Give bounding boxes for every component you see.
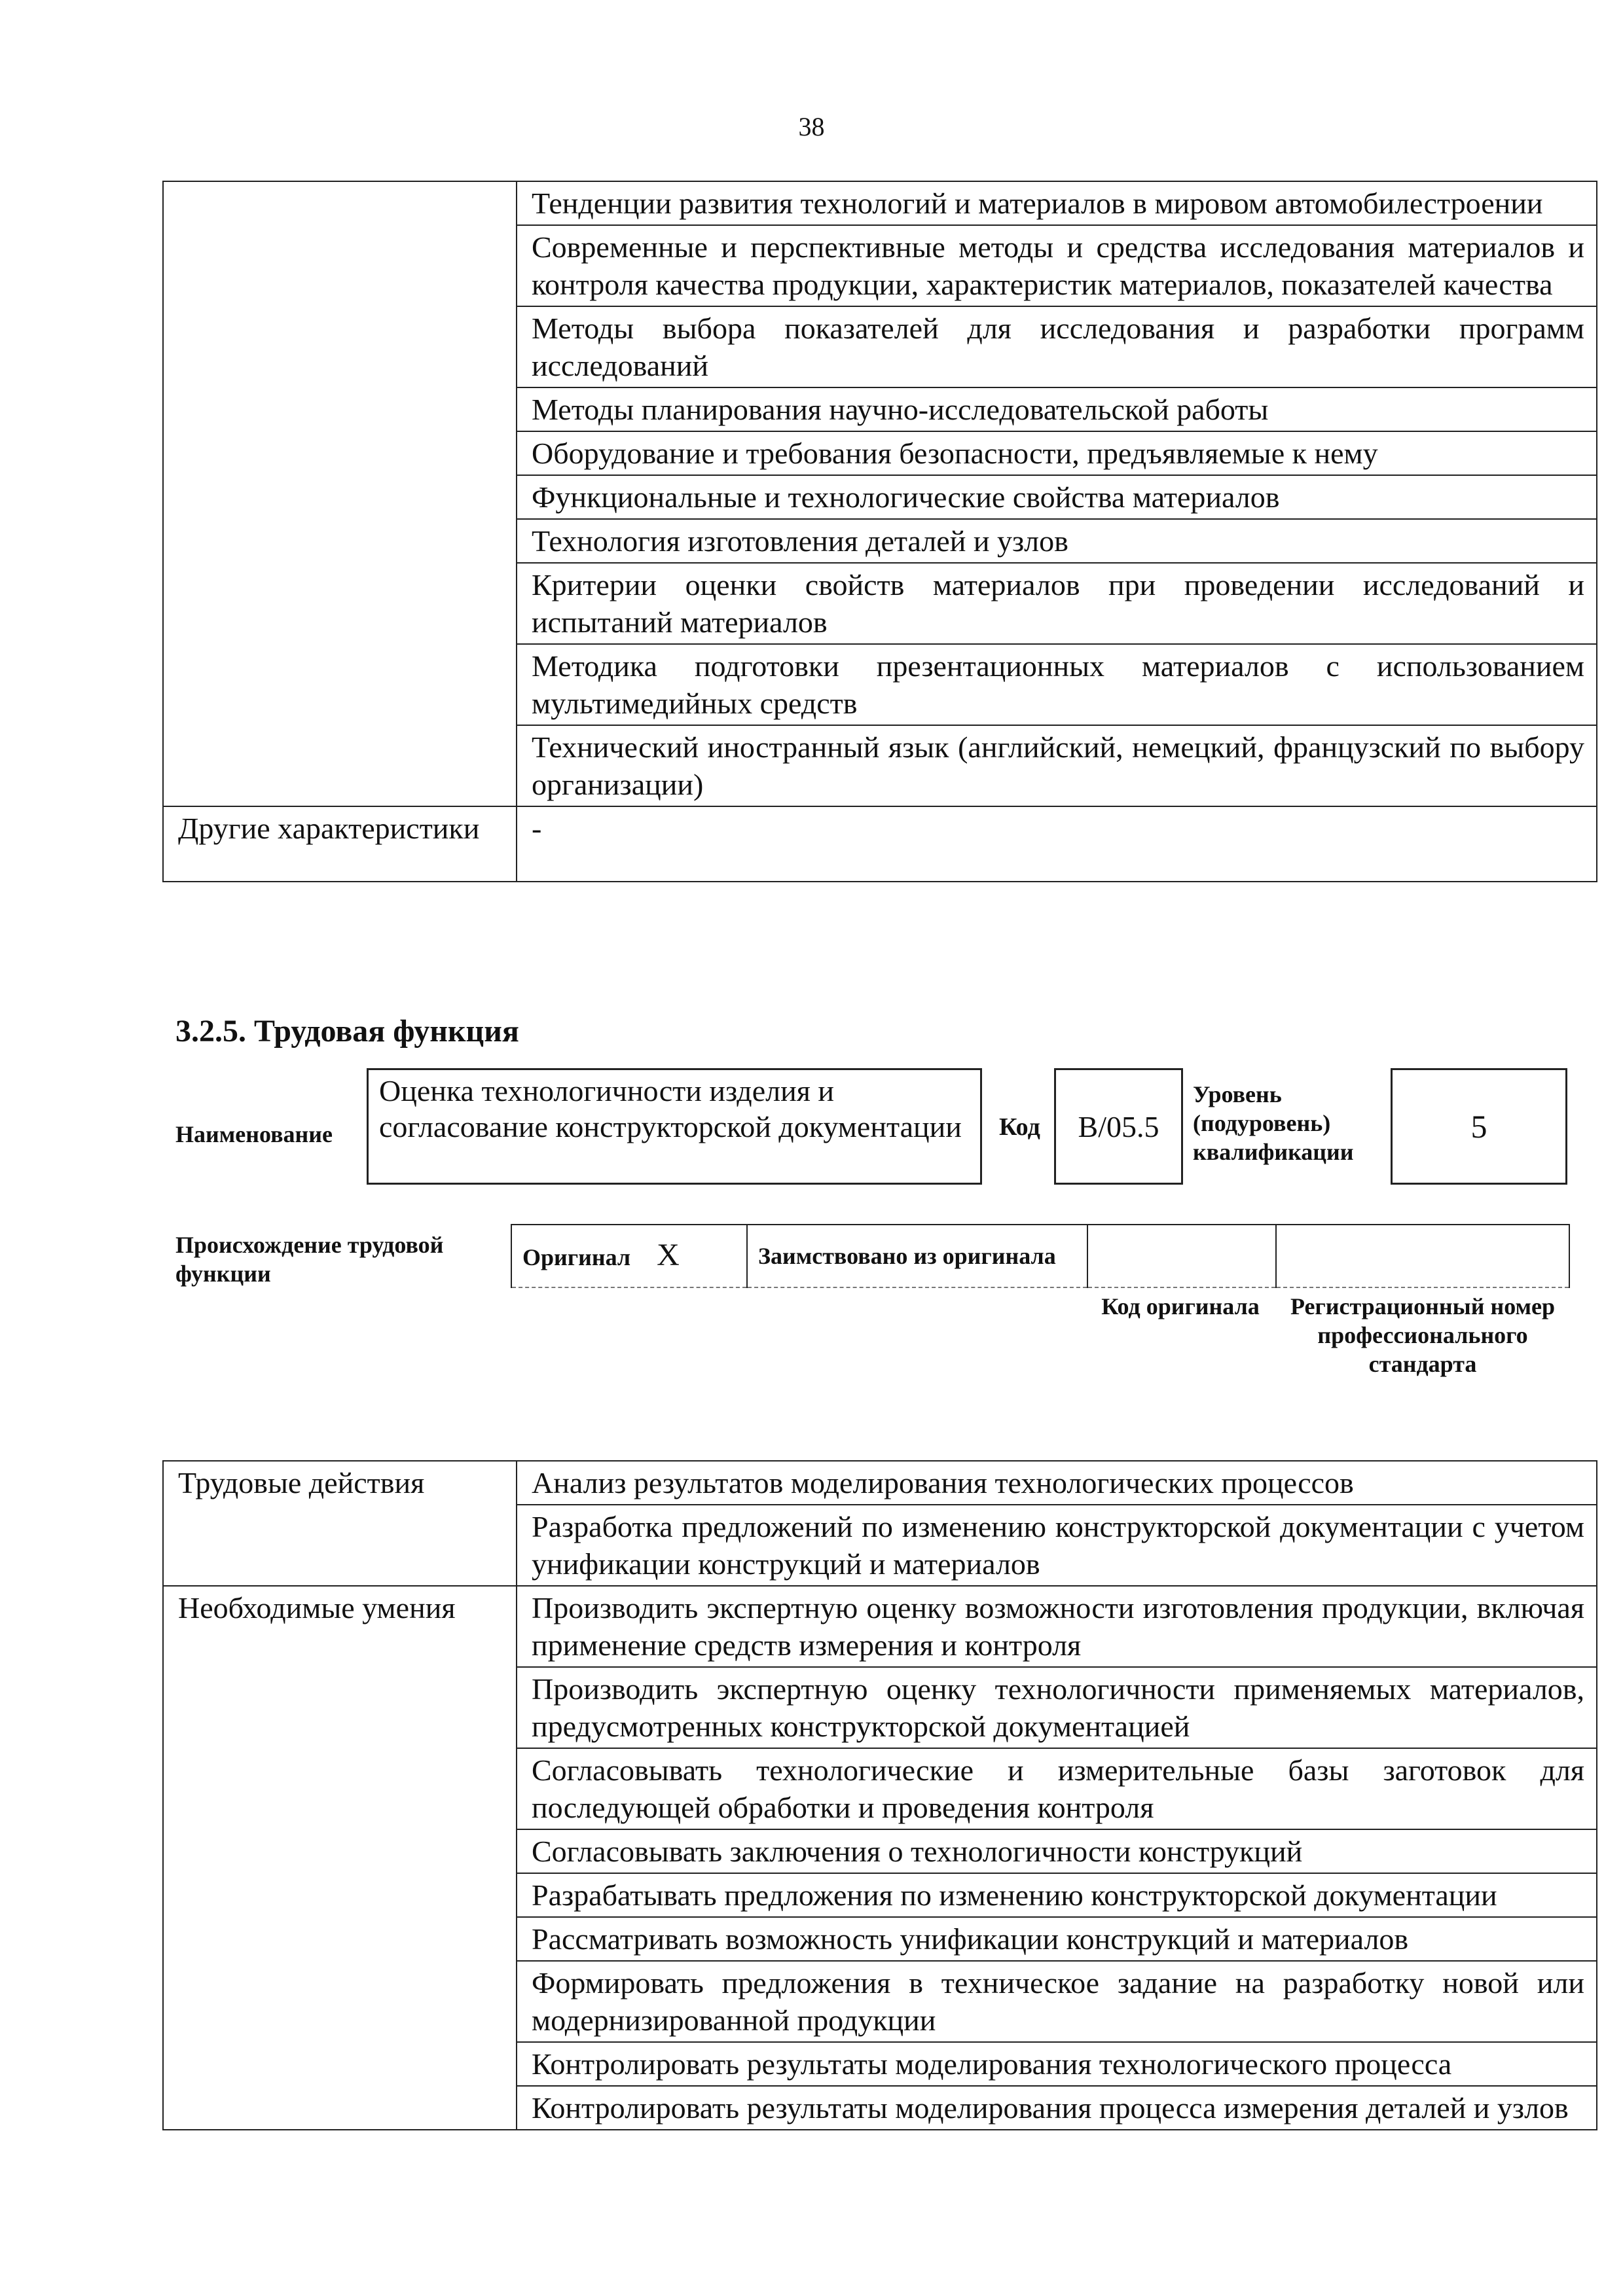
skill-item: Формировать предложения в техническое задание на разработку новой или модернизированной продукции	[517, 1961, 1597, 2042]
actions-skills-table	[162, 1460, 1597, 2130]
skill-item: Рассматривать возможность унификации конструкций и материалов	[517, 1917, 1597, 1961]
other-characteristics-value: -	[517, 806, 1597, 882]
skill-item: Контролировать результаты моделирования технологического процесса	[517, 2042, 1597, 2086]
original-mark: X	[657, 1237, 680, 1272]
knowledge-item: Технология изготовления деталей и узлов	[517, 519, 1597, 563]
skill-item: Контролировать результаты моделирования процесса измерения деталей и узлов	[517, 2086, 1597, 2130]
knowledge-item: Современные и перспективные методы и средства исследования материалов и контроля качества продукции, характеристик материалов, показателей качества	[517, 225, 1597, 306]
origin-table	[511, 1224, 1570, 1288]
knowledge-item: Технический иностранный язык (английский, немецкий, французский по выбору организации)	[517, 725, 1597, 806]
origin-label: Происхождение трудовой функции	[175, 1232, 444, 1287]
level-label: Уровень (подуровень) квалификации	[1193, 1081, 1354, 1165]
code-label: Код	[999, 1113, 1040, 1141]
knowledge-table	[162, 181, 1597, 882]
knowledge-label-cell	[163, 181, 517, 806]
labor-action-item: Анализ результатов моделирования технологических процессов	[517, 1461, 1597, 1505]
knowledge-item: Оборудование и требования безопасности, предъявляемые к нему	[517, 431, 1597, 475]
skill-item: Производить экспертную оценку технологичности применяемых материалов, предусмотренных конструкторской документацией	[517, 1667, 1597, 1748]
name-label: Наименование	[175, 1121, 333, 1147]
knowledge-item: Тенденции развития технологий и материалов в мировом автомобилестроении	[517, 181, 1597, 225]
function-code: B/05.5	[1054, 1068, 1183, 1185]
skill-item: Производить экспертную оценку возможности изготовления продукции, включая применение средств измерения и контроля	[517, 1586, 1597, 1667]
origin-code-caption: Код оригинала	[1101, 1293, 1260, 1319]
skills-label: Необходимые умения	[163, 1586, 517, 2130]
reg-number-cell	[1276, 1225, 1569, 1287]
qualification-level: 5	[1391, 1068, 1567, 1185]
skill-item: Разрабатывать предложения по изменению конструкторской документации	[517, 1873, 1597, 1917]
labor-action-item: Разработка предложений по изменению конструкторской документации с учетом унификации конструкций и материалов	[517, 1505, 1597, 1586]
other-characteristics-label: Другие характеристики	[163, 806, 517, 882]
section-title: 3.2.5. Трудовая функция	[175, 1014, 519, 1049]
page-number: 38	[798, 112, 825, 141]
origin-reg-caption: Регистрационный номер профессионального стандарта	[1290, 1293, 1556, 1377]
knowledge-item: Критерии оценки свойств материалов при проведении исследований и испытаний материалов	[517, 563, 1597, 644]
origin-original-cell	[511, 1225, 747, 1287]
original-label: Оригинал	[522, 1244, 631, 1270]
skill-item: Согласовывать технологические и измерительные базы заготовок для последующей обработки и проведения контроля	[517, 1748, 1597, 1829]
knowledge-item: Методы выбора показателей для исследования и разработки программ исследований	[517, 306, 1597, 387]
knowledge-item: Функциональные и технологические свойства материалов	[517, 475, 1597, 519]
knowledge-item: Методы планирования научно-исследовательской работы	[517, 387, 1597, 431]
knowledge-item: Методика подготовки презентационных материалов с использованием мультимедийных средств	[517, 644, 1597, 725]
function-name: Оценка технологичности изделия и согласование конструкторской документации	[367, 1068, 982, 1185]
borrowed-label: Заимствовано из оригинала	[747, 1225, 1087, 1287]
skill-item: Согласовывать заключения о технологичности конструкций	[517, 1829, 1597, 1873]
labor-actions-label: Трудовые действия	[163, 1461, 517, 1586]
original-code-cell	[1087, 1225, 1276, 1287]
